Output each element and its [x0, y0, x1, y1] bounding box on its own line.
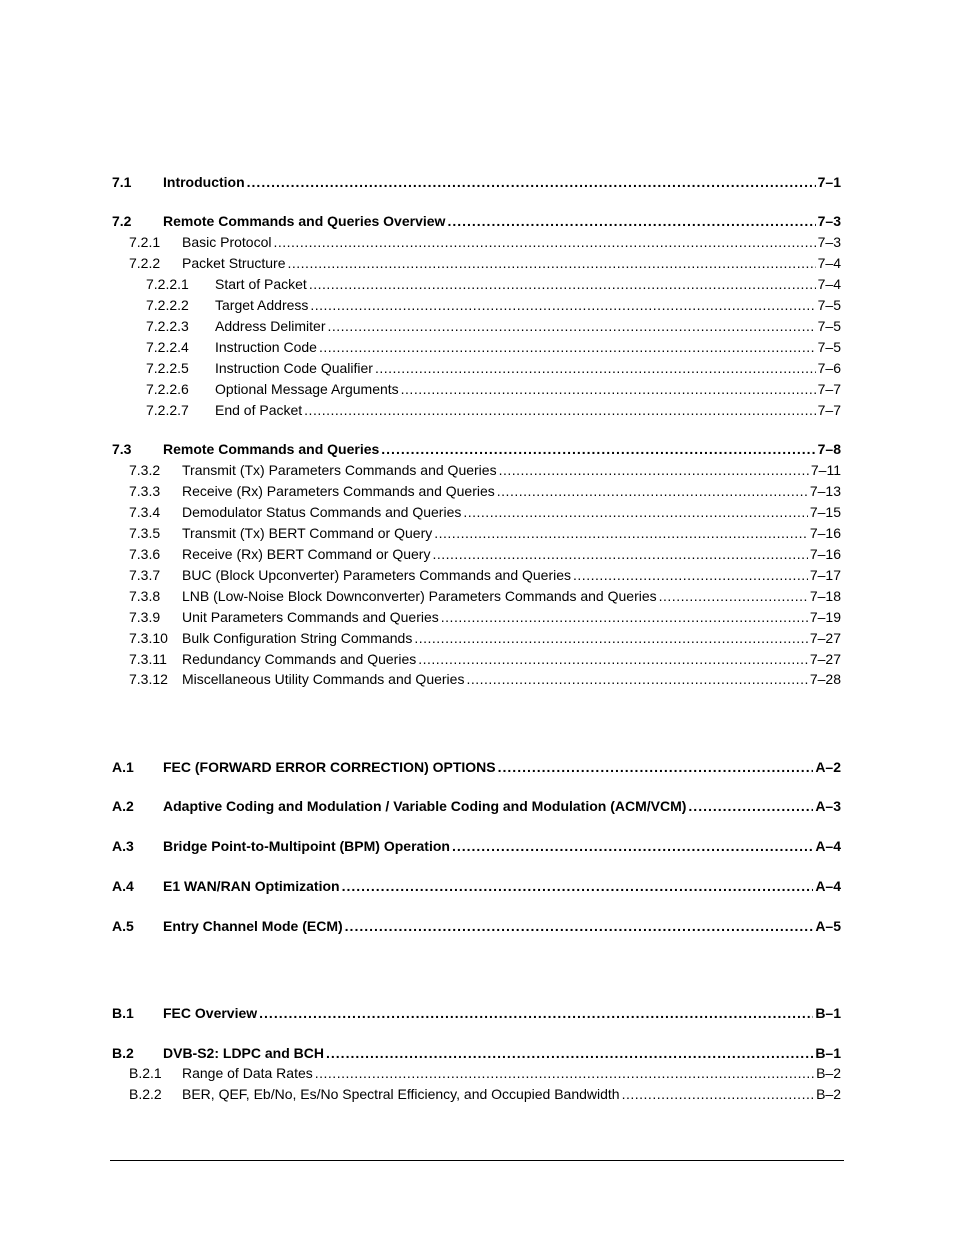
- dot-leader: [247, 174, 816, 190]
- toc-entry[interactable]: [112, 838, 841, 858]
- toc-entry-page: B–2: [816, 1065, 841, 1081]
- toc-entry-page: 7–17: [809, 567, 841, 583]
- toc-entry-title: Basic Protocol: [182, 234, 272, 250]
- toc-entry[interactable]: [112, 630, 841, 650]
- toc-entry[interactable]: [112, 483, 841, 503]
- toc-entry-number: B.2.1: [129, 1065, 162, 1081]
- toc-entry[interactable]: [112, 1086, 841, 1106]
- toc-entry[interactable]: [112, 609, 841, 629]
- toc-entry-number: A.2: [112, 798, 134, 814]
- toc-entry-title: Instruction Code Qualifier: [215, 360, 373, 376]
- toc-entry-page: 7–4: [817, 276, 841, 292]
- toc-entry[interactable]: [112, 462, 841, 482]
- toc-entry-page: A–4: [815, 838, 841, 854]
- dot-leader: [463, 504, 807, 520]
- toc-entry-page: A–3: [815, 798, 841, 814]
- toc-entry-title: Unit Parameters Commands and Queries: [182, 609, 439, 625]
- toc-entry-number: 7.2.2: [129, 255, 161, 271]
- toc-entry[interactable]: [112, 798, 841, 818]
- toc-entry[interactable]: [112, 339, 841, 359]
- toc-entry-page: 7–3: [817, 213, 841, 229]
- dot-leader: [466, 671, 807, 687]
- toc-entry-number: 7.2.2.1: [146, 276, 189, 292]
- toc-entry-title: Target Address: [215, 297, 309, 313]
- toc-entry-number: 7.2: [112, 213, 132, 229]
- toc-entry-title: Start of Packet: [215, 276, 307, 292]
- toc-entry[interactable]: [112, 381, 841, 401]
- toc-entry-title: Bridge Point-to-Multipoint (BPM) Operation: [163, 838, 450, 854]
- dot-leader: [326, 1045, 813, 1061]
- toc-entry[interactable]: [112, 918, 841, 938]
- toc-entry-page: 7–18: [809, 588, 841, 604]
- toc-entry-page: 7–27: [809, 651, 841, 667]
- toc-entry-number: 7.1: [112, 174, 132, 190]
- dot-leader: [345, 918, 814, 934]
- dot-leader: [375, 360, 816, 376]
- toc-entry[interactable]: [112, 255, 841, 275]
- toc-entry-page: 7–1: [817, 174, 841, 190]
- toc-entry-title: Adaptive Coding and Modulation / Variable Coding and Modulation (ACM/VCM): [163, 798, 687, 814]
- toc-entry-page: 7–5: [817, 318, 841, 334]
- toc-entry[interactable]: [112, 213, 841, 233]
- toc-entry[interactable]: [112, 441, 841, 461]
- toc-entry-number: 7.2.2.2: [146, 297, 189, 313]
- toc-entry-number: 7.2.2.6: [146, 381, 189, 397]
- toc-entry-number: 7.3.8: [129, 588, 161, 604]
- dot-leader: [688, 798, 813, 814]
- dot-leader: [381, 441, 815, 457]
- toc-entry-page: 7–13: [809, 483, 841, 499]
- toc-entry-page: 7–28: [809, 671, 841, 687]
- toc-entry[interactable]: [112, 276, 841, 296]
- toc-entry-title: Range of Data Rates: [182, 1065, 313, 1081]
- dot-leader: [432, 546, 807, 562]
- dot-leader: [288, 255, 816, 271]
- toc-entry-page: 7–8: [817, 441, 841, 457]
- dot-leader: [497, 483, 808, 499]
- toc-entry-title: BUC (Block Upconverter) Parameters Commands and Queries: [182, 567, 572, 583]
- toc-entry-page: B–2: [816, 1086, 841, 1102]
- toc-entry-title: Instruction Code: [215, 339, 317, 355]
- toc-entry-page: A–2: [815, 759, 841, 775]
- toc-entry-number: 7.3.7: [129, 567, 161, 583]
- dot-leader: [304, 402, 815, 418]
- dot-leader: [414, 630, 808, 646]
- toc-entry-number: 7.3.10: [129, 630, 168, 646]
- toc-entry[interactable]: [112, 567, 841, 587]
- toc-entry-number: 7.2.1: [129, 234, 161, 250]
- toc-entry-page: A–4: [815, 878, 841, 894]
- toc-entry-number: 7.3: [112, 441, 132, 457]
- toc-entry[interactable]: [112, 297, 841, 317]
- toc-entry[interactable]: [112, 1005, 841, 1025]
- toc-entry-page: 7–4: [817, 255, 841, 271]
- toc-entry-number: A.4: [112, 878, 134, 894]
- toc-entry[interactable]: [112, 878, 841, 898]
- toc-entry-title: Entry Channel Mode (ECM): [163, 918, 343, 934]
- toc-entry-number: A.1: [112, 759, 134, 775]
- toc-entry-page: 7–27: [809, 630, 841, 646]
- toc-entry-number: 7.3.3: [129, 483, 161, 499]
- toc-entry[interactable]: [112, 546, 841, 566]
- dot-leader: [418, 651, 808, 667]
- toc-entry-number: 7.2.2.3: [146, 318, 189, 334]
- toc-entry-title: Transmit (Tx) Parameters Commands and Queries: [182, 462, 497, 478]
- toc-entry-number: 7.3.5: [129, 525, 161, 541]
- toc-entry[interactable]: [112, 651, 841, 671]
- toc-entry-title: Bulk Configuration String Commands: [182, 630, 413, 646]
- toc-entry-number: 7.2.2.4: [146, 339, 189, 355]
- toc-entry[interactable]: [112, 759, 841, 779]
- toc-entry-title: Transmit (Tx) BERT Command or Query: [182, 525, 433, 541]
- toc-entry-title: Address Delimiter: [215, 318, 326, 334]
- toc-entry-title: Packet Structure: [182, 255, 286, 271]
- toc-entry-title: Receive (Rx) BERT Command or Query: [182, 546, 431, 562]
- toc-entry-title: LNB (Low-Noise Block Downconverter) Parameters Commands and Queries: [182, 588, 657, 604]
- footer-rule: [110, 1160, 844, 1161]
- dot-leader: [310, 297, 815, 313]
- toc-entry-number: B.1: [112, 1005, 134, 1021]
- toc-entry-page: A–5: [815, 918, 841, 934]
- toc-entry[interactable]: [112, 588, 841, 608]
- dot-leader: [452, 838, 813, 854]
- dot-leader: [342, 878, 814, 894]
- toc-entry-number: B.2.2: [129, 1086, 162, 1102]
- dot-leader: [622, 1086, 814, 1102]
- toc-entry-page: 7–7: [817, 381, 841, 397]
- toc-entry-title: Optional Message Arguments: [215, 381, 399, 397]
- toc-entry[interactable]: [112, 525, 841, 545]
- toc-entry[interactable]: [112, 671, 841, 691]
- dot-leader: [573, 567, 808, 583]
- toc-entry-page: 7–16: [809, 546, 841, 562]
- toc-entry-page: 7–5: [817, 339, 841, 355]
- toc-entry[interactable]: [112, 1045, 841, 1065]
- dot-leader: [327, 318, 815, 334]
- toc-entry[interactable]: [112, 1065, 841, 1085]
- toc-entry-title: FEC Overview: [163, 1005, 258, 1021]
- toc-entry-title: Redundancy Commands and Queries: [182, 651, 417, 667]
- toc-entry-title: End of Packet: [215, 402, 303, 418]
- toc-entry[interactable]: [112, 318, 841, 338]
- toc-entry-title: Receive (Rx) Parameters Commands and Queries: [182, 483, 495, 499]
- toc-entry-number: B.2: [112, 1045, 134, 1061]
- toc-entry[interactable]: [112, 360, 841, 380]
- toc-entry-page: B–1: [815, 1045, 841, 1061]
- toc-entry-number: 7.3.11: [129, 651, 167, 667]
- toc-entry-number: 7.3.6: [129, 546, 161, 562]
- toc-entry-page: 7–7: [817, 402, 841, 418]
- toc-entry-number: 7.3.12: [129, 671, 168, 687]
- toc-entry-title: BER, QEF, Eb/No, Es/No Spectral Efficiency, and Occupied Bandwidth: [182, 1086, 620, 1102]
- toc-entry-title: Introduction: [163, 174, 245, 190]
- toc-entry-title: Remote Commands and Queries Overview: [163, 213, 446, 229]
- toc-entry-title: DVB-S2: LDPC and BCH: [163, 1045, 325, 1061]
- dot-leader: [315, 1065, 814, 1081]
- toc-entry-title: Demodulator Status Commands and Queries: [182, 504, 462, 520]
- dot-leader: [319, 339, 816, 355]
- toc-entry-page: 7–6: [817, 360, 841, 376]
- dot-leader: [273, 234, 815, 250]
- toc-entry-number: 7.2.2.5: [146, 360, 189, 376]
- toc-entry-title: FEC (FORWARD ERROR CORRECTION) OPTIONS: [163, 759, 496, 775]
- toc-entry[interactable]: [112, 174, 841, 194]
- toc-entry-title: Miscellaneous Utility Commands and Queries: [182, 671, 465, 687]
- toc-entry-number: 7.3.2: [129, 462, 161, 478]
- toc-entry-number: 7.2.2.7: [146, 402, 189, 418]
- dot-leader: [309, 276, 816, 292]
- dot-leader: [401, 381, 816, 397]
- toc-entry-page: 7–11: [810, 462, 841, 478]
- dot-leader: [499, 462, 809, 478]
- toc-entry[interactable]: [112, 504, 841, 524]
- toc-entry-number: A.5: [112, 918, 134, 934]
- toc-entry-number: 7.3.9: [129, 609, 161, 625]
- toc-entry-number: 7.3.4: [129, 504, 161, 520]
- toc-entry-number: A.3: [112, 838, 134, 854]
- dot-leader: [259, 1005, 813, 1021]
- toc-entry[interactable]: [112, 402, 841, 422]
- dot-leader: [659, 588, 808, 604]
- dot-leader: [441, 609, 808, 625]
- toc-entry-page: 7–15: [809, 504, 841, 520]
- toc-entry-page: 7–19: [809, 609, 841, 625]
- dot-leader: [434, 525, 808, 541]
- toc-entry-title: Remote Commands and Queries: [163, 441, 380, 457]
- toc-entry-page: 7–3: [817, 234, 841, 250]
- toc-entry-page: 7–16: [809, 525, 841, 541]
- toc-entry-page: B–1: [815, 1005, 841, 1021]
- toc-entry[interactable]: [112, 234, 841, 254]
- dot-leader: [498, 759, 814, 775]
- dot-leader: [447, 213, 815, 229]
- toc-entry-title: E1 WAN/RAN Optimization: [163, 878, 340, 894]
- toc-entry-page: 7–5: [817, 297, 841, 313]
